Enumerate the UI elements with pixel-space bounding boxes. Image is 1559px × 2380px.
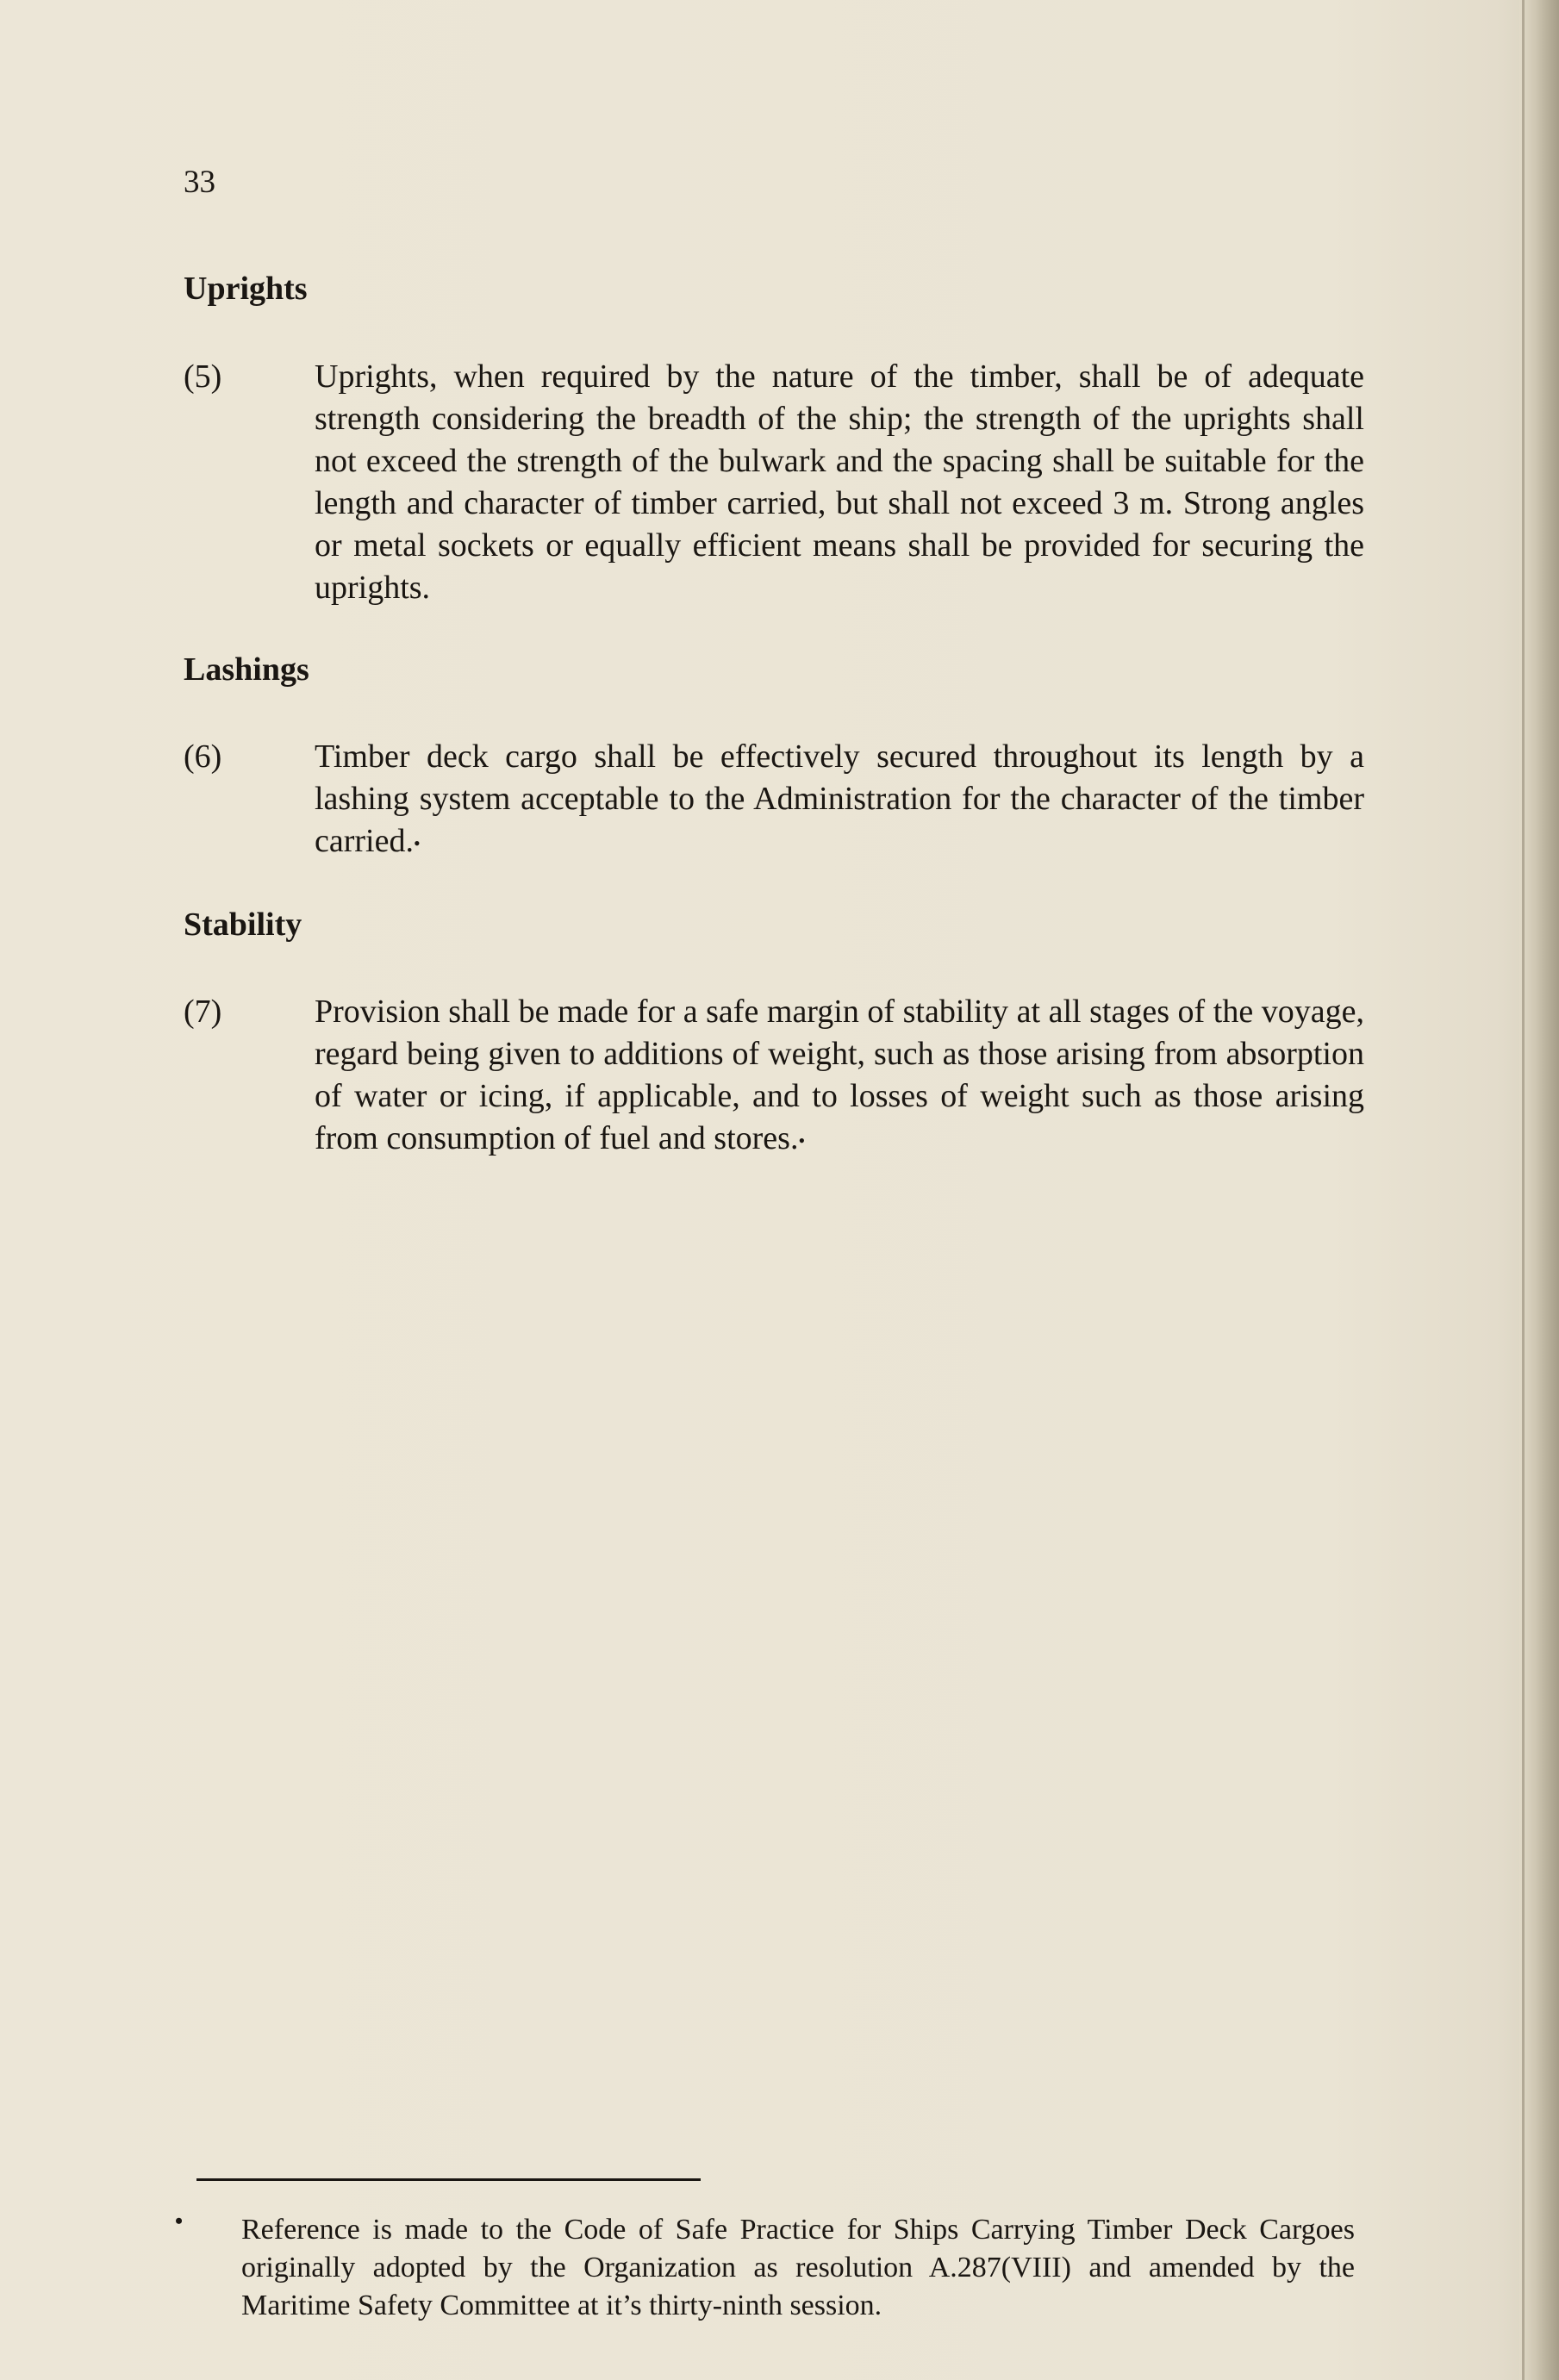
section-heading-lashings: Lashings <box>184 651 309 688</box>
paragraph-text <box>315 356 1364 609</box>
page-number: 33 <box>184 165 215 200</box>
paragraph-number: (6) <box>184 738 222 775</box>
paragraph-number: (7) <box>184 994 222 1030</box>
page-edge-shadow <box>1519 0 1559 2380</box>
footnote-marker: • <box>175 2209 184 2234</box>
footnote-separator <box>196 2178 701 2181</box>
footnote-reference: • <box>413 832 421 854</box>
paragraph-body: Timber deck cargo shall be effectively secured throughout its length by a lashing system acceptable to the Administration for the character of the timber carried. <box>315 738 1364 859</box>
paragraph-text <box>315 736 1364 863</box>
paragraph-number: (5) <box>184 358 222 395</box>
footnote-reference: • <box>798 1130 806 1151</box>
paragraph-body: Uprights, when required by the nature of the timber, shall be of adequate strength considering the breadth of the ship; the strength of the uprights shall not exceed the strength of the bulwark and the spacing shall be suitable for the length and character of timber carried, but shall not exceed 3 m. Strong angles or metal sockets or equally efficient means shall be provided for securing the uprights. <box>315 358 1364 606</box>
page-edge-line <box>1522 0 1525 2380</box>
bleed-through-shadow <box>870 284 879 325</box>
section-heading-uprights: Uprights <box>184 271 308 307</box>
paragraph-text <box>315 991 1364 1160</box>
paragraph-body: Provision shall be made for a safe margin of stability at all stages of the voyage, regard being given to additions of weight, such as those arising from absorption of water or icing, if applicable, and to losses of weight such as those arising from consumption of fuel and stores. <box>315 994 1364 1156</box>
footnote-text: Reference is made to the Code of Safe Practice for Ships Carrying Timber Deck Cargoes originally adopted by the Organization as resolution A.287(VIII) and amended by the Maritime Safety Committee at it’s thirty-ninth session. <box>241 2214 1355 2321</box>
section-heading-stability: Stability <box>184 907 302 943</box>
